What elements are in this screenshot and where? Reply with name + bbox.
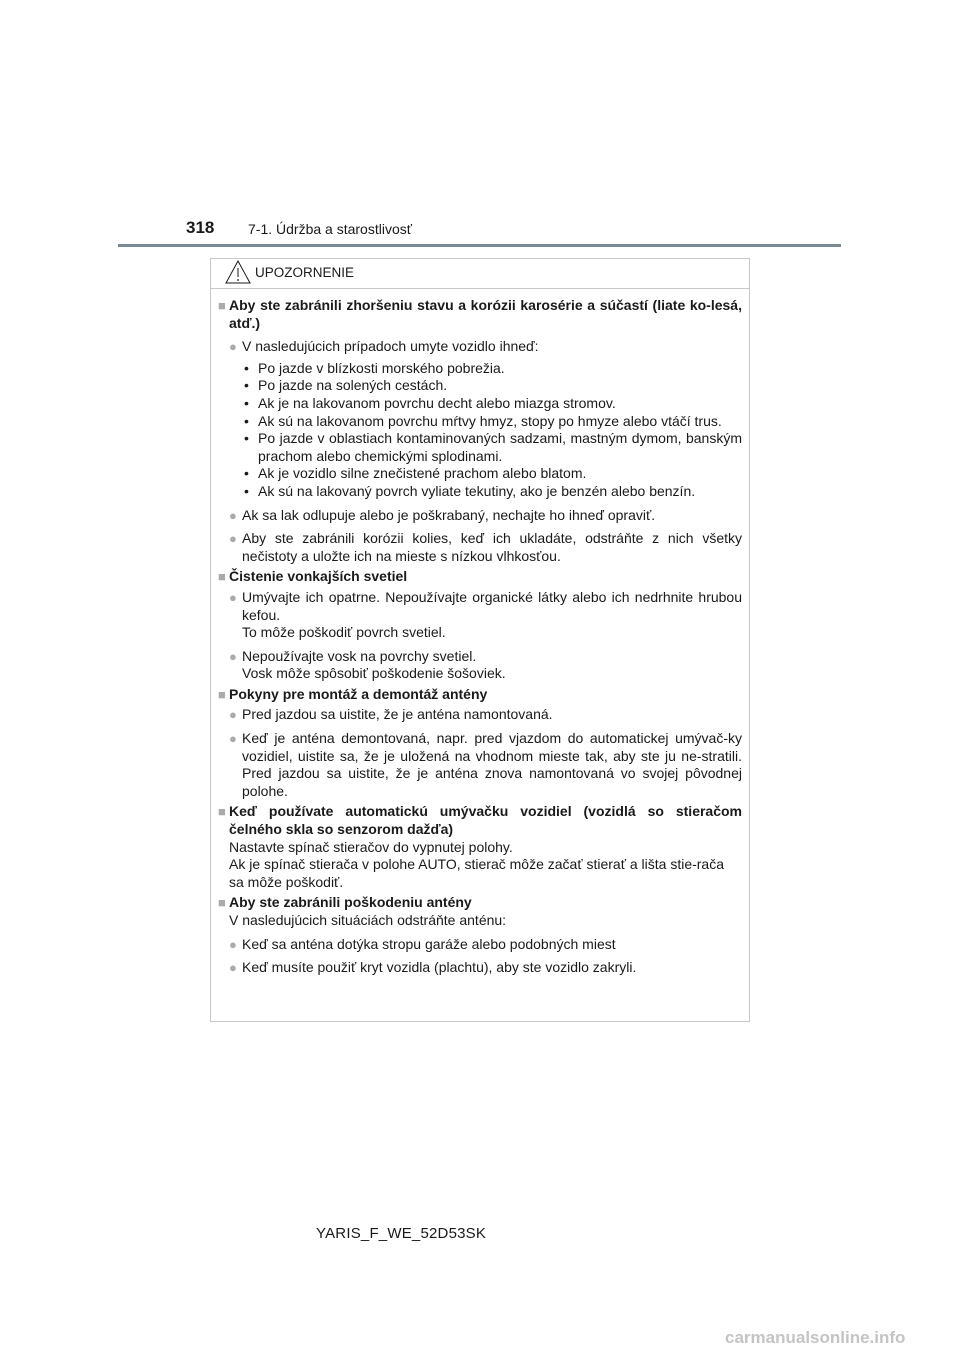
list-item: [218, 338, 742, 356]
section-heading-text: Pokyny pre montáž a demontáž antény: [229, 685, 488, 702]
watermark: carmanualsonline.info: [725, 1328, 906, 1347]
warning-label: UPOZORNENIE: [255, 265, 355, 280]
circle-bullet-icon: ●: [229, 589, 237, 605]
square-bullet-icon: ■: [218, 298, 226, 313]
circle-bullet-icon: ●: [229, 648, 237, 664]
list-item-text: Keď je anténa demontovaná, napr. pred vjazdom do automatickej umývač-ky vozidiel, uistite sa, že je uložená na vhodnom mieste tak, aby ste ju ne-stratili. Pred jazdou sa uistite, že je anténa znova namontovaná vo svojej pôvodnej polohe.: [242, 730, 742, 799]
paragraph: V nasledujúcich situáciách odstráňte anténu:: [229, 912, 507, 928]
list-item: [218, 530, 742, 565]
list-item: [218, 730, 742, 800]
circle-bullet-icon: ●: [229, 936, 237, 952]
sub-list-item: • Ak je na lakovanom povrchu decht alebo miazga stromov.: [244, 394, 616, 411]
warning-triangle-icon: [225, 260, 251, 284]
list-item: [218, 589, 742, 642]
section-heading: [218, 297, 742, 332]
list-item-text: Aby ste zabránili korózii kolies, keď ich ukladáte, odstráňte z nich všetky nečistoty a uložte ich na mieste s nízkou vlhkosťou.: [242, 530, 742, 564]
list-item: [218, 936, 742, 954]
list-item-text: Nepoužívajte vosk na povrchy svetiel. Vosk môže spôsobiť poškodenie šošoviek.: [242, 647, 506, 682]
circle-bullet-icon: ●: [229, 339, 237, 355]
section-title: 7-1. Údržba a starostlivosť: [248, 221, 412, 237]
square-bullet-icon: ■: [218, 804, 226, 820]
header-rule: [118, 244, 841, 247]
sub-list-item: • Po jazde v oblastiach kontaminovaných sadzami, mastným dymom, banským prachom alebo chemickými splodinami.: [244, 430, 742, 464]
list-item: [218, 648, 742, 683]
section-heading-text: Aby ste zabránili zhoršeniu stavu a korózii karosérie a súčastí (liate ko-lesá, atď.): [229, 297, 742, 331]
document-code: YARIS_F_WE_52D53SK: [316, 1225, 487, 1242]
section-heading: [218, 803, 742, 838]
sub-list-item: • Ak sú na lakovanom povrchu mŕtvy hmyz, stopy po hmyze alebo vtáčí trus.: [244, 412, 722, 429]
section-heading: [218, 686, 742, 704]
warning-box: [210, 258, 750, 1022]
section-heading: [218, 568, 742, 586]
list-item: [218, 507, 742, 525]
paragraph: Nastavte spínač stieračov do vypnutej polohy. Ak je spínač stierača v polohe AUTO, stierač môže začať stierať a lišta stie-rača sa môže poškodiť.: [229, 838, 725, 890]
warning-header: [211, 259, 749, 289]
square-bullet-icon: ■: [218, 895, 226, 911]
section-heading-text: Čistenie vonkajších svetiel: [229, 568, 408, 585]
section-heading: [218, 894, 742, 912]
list-item: [218, 706, 742, 724]
list-item-text: Keď musíte použiť kryt vozidla (plachtu), aby ste vozidlo zakryli.: [242, 959, 637, 976]
square-bullet-icon: ■: [218, 686, 226, 702]
warning-body: [211, 289, 749, 977]
page-number: 318: [186, 218, 215, 237]
list-item-text: Ak sa lak odlupuje alebo je poškrabaný, nechajte ho ihneď opraviť.: [242, 506, 656, 523]
sub-list-item: • Po jazde v blízkosti morského pobrežia.: [244, 359, 505, 376]
list-item: [218, 959, 742, 977]
sub-list-item: • Po jazde na solených cestách.: [244, 377, 448, 394]
circle-bullet-icon: ●: [229, 707, 237, 723]
circle-bullet-icon: ●: [229, 507, 237, 523]
sub-list-item: • Ak sú na lakovaný povrch vyliate tekutiny, ako je benzén alebo benzín.: [244, 482, 696, 499]
list-item-text: Pred jazdou sa uistite, že je anténa namontovaná.: [242, 706, 553, 723]
section-heading-text: Aby ste zabránili poškodeniu antény: [229, 894, 472, 911]
circle-bullet-icon: ●: [229, 960, 237, 976]
sub-list: [218, 360, 742, 501]
list-item-text: V nasledujúcich prípadoch umyte vozidlo ihneď:: [242, 338, 539, 355]
sub-list-item: • Ak je vozidlo silne znečistené prachom alebo blatom.: [244, 465, 587, 482]
section-heading-text: Keď používate automatickú umývačku vozidiel (vozidlá so stieračom čelného skla so senzorom dažďa): [229, 803, 742, 838]
circle-bullet-icon: ●: [229, 731, 237, 747]
list-item-text: Umývajte ich opatrne. Nepoužívajte organické látky alebo ich nedrhnite hrubou kefou. To môže poškodiť povrch svetiel.: [242, 588, 742, 641]
square-bullet-icon: ■: [218, 569, 226, 585]
list-item-text: Keď sa anténa dotýka stropu garáže alebo podobných miest: [242, 935, 616, 952]
circle-bullet-icon: ●: [229, 531, 237, 547]
